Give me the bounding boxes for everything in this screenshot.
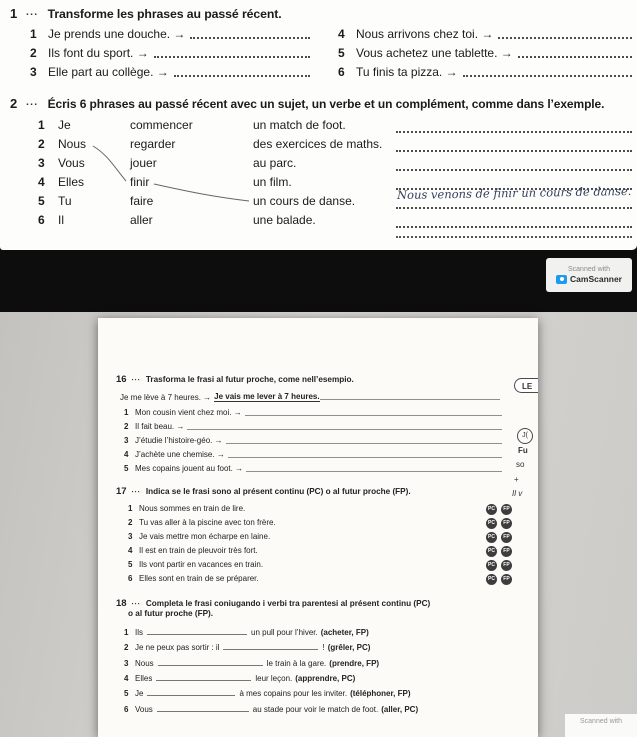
item-number: 5	[338, 46, 345, 60]
example-answer: Je vais me lever à 7 heures.	[214, 392, 320, 401]
exercise-1-item	[30, 46, 310, 61]
worksheet-page-1	[0, 0, 637, 250]
item-number: 2	[30, 46, 37, 60]
item-number: 3	[124, 659, 129, 668]
item-text: Ils font du sport. →	[48, 46, 149, 60]
item-text-before: Vous	[135, 705, 153, 714]
item-number: 1	[124, 628, 129, 637]
verb-hint: (prendre, FP)	[329, 659, 380, 668]
row-number: 5	[38, 194, 45, 208]
item-text: Elles sont en train de se préparer.	[139, 574, 259, 584]
item-text: Je prends une douche. →	[48, 27, 186, 41]
fill-in-blank	[156, 680, 251, 681]
item-text-after: le train à la gare.	[266, 659, 327, 668]
edge-fragment-circle: J(	[517, 428, 533, 444]
item-text: Tu vas aller à la piscine avec ton frère.	[139, 518, 276, 528]
exercise-2-row	[30, 118, 632, 137]
answer-line	[246, 471, 502, 472]
answer-line	[154, 56, 310, 58]
answer-line	[396, 150, 632, 152]
item-number: 5	[124, 689, 129, 698]
exercise-18-item	[124, 689, 411, 698]
fp-badge: FP	[501, 560, 512, 571]
item-text-after: !	[322, 643, 325, 652]
item-text-before: Ils	[135, 628, 143, 637]
answer-line	[187, 429, 502, 430]
item-number: 4	[128, 546, 133, 556]
subject: Nous	[58, 137, 87, 151]
exercise-16-example	[120, 392, 500, 402]
row-number: 1	[38, 118, 45, 132]
example-prompt: Je me lève à 7 heures. →	[120, 393, 212, 402]
exercise-18-item	[124, 659, 379, 668]
pc-badge: PC	[486, 504, 497, 515]
item-text-after: au stade pour voir le match de foot.	[252, 705, 379, 714]
exercise-18-title-line1: Completa le frasi coniugando i verbi tra parentesi al présent continu (PC)	[145, 599, 431, 608]
exercise-1-header	[10, 6, 282, 21]
item-text-after: à mes copains pour les inviter.	[239, 689, 348, 698]
item-number: 1	[128, 504, 133, 514]
exercise-16-header	[116, 374, 354, 385]
item-number: 6	[338, 65, 345, 79]
subject: Je	[58, 118, 71, 132]
answer-line	[396, 169, 632, 171]
exercise-17-item	[128, 560, 512, 571]
answer-line	[226, 443, 502, 444]
exercise-1-item	[338, 65, 632, 80]
item-text-before: Nous	[135, 659, 154, 668]
exercise-17-item	[128, 574, 512, 585]
item-text: Il est en train de pleuvoir très fort.	[139, 546, 258, 556]
verb-hint: (acheter, FP)	[320, 628, 369, 637]
item-text: Vous achetez une tablette. →	[356, 46, 513, 60]
item-text: Ils vont partir en vacances en train.	[139, 560, 264, 570]
edge-fragment-pill: LE	[514, 378, 538, 393]
item-number: 4	[124, 450, 129, 459]
edge-fragment-text: so	[516, 460, 525, 469]
subject: Elles	[58, 175, 85, 189]
difficulty-dots: ▪▪▪	[26, 12, 39, 18]
pc-badge: PC	[486, 532, 497, 543]
verb-hint: (apprendre, PC)	[295, 674, 356, 683]
complement: un cours de danse.	[253, 194, 356, 208]
item-text-before: Je ne peux pas sortir : il	[135, 643, 220, 652]
item-text: Tu finis ta pizza. →	[356, 65, 458, 79]
verb: aller	[130, 213, 153, 227]
pc-badge: PC	[486, 574, 497, 585]
item-number: 3	[124, 436, 129, 445]
answer-line	[396, 226, 632, 228]
pc-badge: PC	[486, 560, 497, 571]
exercise-1-item	[338, 46, 632, 61]
exercise-1-title: Transforme les phrases au passé récent.	[47, 7, 282, 21]
camscanner-badge	[546, 258, 632, 292]
item-text-before: Je	[135, 689, 144, 698]
difficulty-dots: ▪▪▪	[131, 601, 141, 606]
fill-in-blank	[223, 649, 318, 650]
answer-line	[228, 457, 502, 458]
pc-badge: PC	[486, 546, 497, 557]
exercise-18-header	[116, 598, 430, 609]
exercise-17-title: Indica se le frasi sono al présent continu (PC) o al futur proche (FP).	[145, 487, 411, 496]
item-number: 6	[128, 574, 133, 584]
answer-line	[396, 131, 632, 133]
exercise-16-item	[124, 464, 502, 474]
answer-line	[190, 37, 310, 39]
verb: jouer	[130, 156, 157, 170]
item-text: Nous sommes en train de lire.	[139, 504, 246, 514]
camscanner-brand: CamScanner	[570, 274, 622, 284]
difficulty-dots: ▪▪▪	[131, 489, 141, 494]
exercise-17-number: 17	[116, 486, 127, 497]
item-number: 4	[124, 674, 129, 683]
exercise-1-item	[338, 27, 632, 42]
complement: au parc.	[253, 156, 297, 170]
fp-badge: FP	[501, 546, 512, 557]
item-number: 1	[124, 408, 129, 417]
complement: un match de foot.	[253, 118, 346, 132]
exercise-16-item	[124, 450, 502, 460]
fp-badge: FP	[501, 574, 512, 585]
fp-badge: FP	[501, 504, 512, 515]
edge-fragment-text: Il v	[512, 489, 523, 498]
exercise-18-item	[124, 705, 418, 714]
fill-in-blank	[158, 665, 263, 666]
handwritten-example: Nous venons de finir un cours de danse.	[396, 183, 632, 203]
exercise-2-row	[30, 213, 632, 232]
fill-in-blank	[147, 634, 247, 635]
complement: des exercices de maths.	[253, 137, 383, 151]
camera-icon	[556, 275, 567, 284]
exercise-16-item	[124, 408, 502, 418]
item-text-after: leur leçon.	[255, 674, 293, 683]
pc-badge: PC	[486, 518, 497, 529]
row-number: 3	[38, 156, 45, 170]
row-number: 4	[38, 175, 45, 189]
fill-in-blank	[157, 711, 249, 712]
exercise-18-item	[124, 628, 369, 637]
fill-in-blank	[147, 695, 235, 696]
exercise-1-number: 1	[10, 6, 18, 21]
item-text: Nous arrivons chez toi. →	[356, 27, 494, 41]
subject: Il	[58, 213, 64, 227]
answer-line	[396, 236, 632, 238]
item-number: 4	[338, 27, 345, 41]
difficulty-dots: ▪▪▪	[26, 102, 39, 108]
item-text-after: un pull pour l’hiver.	[251, 628, 318, 637]
exercise-1-item	[30, 65, 310, 80]
item-text: J’étudie l’histoire-géo. →	[135, 436, 223, 445]
camscanner-badge-partial	[565, 714, 637, 737]
exercise-18-item	[124, 674, 355, 683]
answer-line	[174, 75, 310, 77]
item-text: Mon cousin vient chez moi. →	[135, 408, 242, 417]
exercise-17-header	[116, 486, 411, 497]
exercise-16-number: 16	[116, 374, 127, 385]
row-number: 6	[38, 213, 45, 227]
verb-hint: (téléphoner, FP)	[350, 689, 411, 698]
item-number: 1	[30, 27, 37, 41]
answer-line	[463, 75, 632, 77]
item-text: Elle part au collège. →	[48, 65, 169, 79]
item-number: 5	[128, 560, 133, 570]
answer-line	[396, 207, 632, 209]
exercise-2-header	[10, 96, 604, 111]
item-text: Il fait beau. →	[135, 422, 185, 431]
answer-line	[320, 399, 500, 400]
verb: regarder	[130, 137, 176, 151]
item-number: 6	[124, 705, 129, 714]
item-number: 2	[124, 422, 129, 431]
exercise-2-row	[30, 156, 632, 175]
verb: commencer	[130, 118, 193, 132]
exercise-17-item	[128, 532, 512, 543]
exercise-2-number: 2	[10, 96, 18, 111]
item-text: Je vais mettre mon écharpe en laine.	[139, 532, 271, 542]
item-number: 2	[128, 518, 133, 528]
row-number: 2	[38, 137, 45, 151]
exercise-17-item	[128, 504, 512, 515]
camscanner-brand-row	[556, 274, 622, 284]
complement: une balade.	[253, 213, 316, 227]
exercise-1-item	[30, 27, 310, 42]
subject: Tu	[58, 194, 72, 208]
item-number: 2	[124, 643, 129, 652]
edge-fragment-text: +	[514, 475, 519, 484]
verb: finir	[130, 175, 150, 189]
verb: faire	[130, 194, 154, 208]
exercise-18-item	[124, 643, 370, 652]
complement: un film.	[253, 175, 292, 189]
exercise-18-number: 18	[116, 598, 127, 609]
exercise-2-title: Écris 6 phrases au passé récent avec un sujet, un verbe et un complément, comme dans l’exemple.	[47, 97, 605, 111]
exercise-2-row	[30, 137, 632, 156]
item-number: 5	[124, 464, 129, 473]
exercise-16-item	[124, 422, 502, 432]
item-number: 3	[30, 65, 37, 79]
difficulty-dots: ▪▪▪	[131, 377, 141, 382]
exercise-17-item	[128, 518, 512, 529]
item-number: 3	[128, 532, 133, 542]
exercise-18-title-line2: o al futur proche (FP).	[128, 609, 214, 618]
exercise-17-item	[128, 546, 512, 557]
exercise-16-title: Trasforma le frasi al futur proche, come nell’esempio.	[145, 375, 354, 384]
worksheet-page-2	[98, 318, 538, 737]
scanned-with-label: Scanned with	[567, 266, 611, 273]
item-text: Mes copains jouent au foot. →	[135, 464, 244, 473]
verb-hint: (grêler, PC)	[327, 643, 371, 652]
scanned-with-label: Scanned with	[579, 718, 623, 725]
fp-badge: FP	[501, 518, 512, 529]
fp-badge: FP	[501, 532, 512, 543]
item-text: J’achète une chemise. →	[135, 450, 225, 459]
exercise-16-item	[124, 436, 502, 446]
answer-line	[518, 56, 632, 58]
answer-line	[245, 415, 502, 416]
subject: Vous	[58, 156, 85, 170]
item-text-before: Elles	[135, 674, 153, 683]
verb-hint: (aller, PC)	[381, 705, 419, 714]
edge-fragment-text: Fu	[518, 446, 528, 455]
answer-line	[498, 37, 632, 39]
